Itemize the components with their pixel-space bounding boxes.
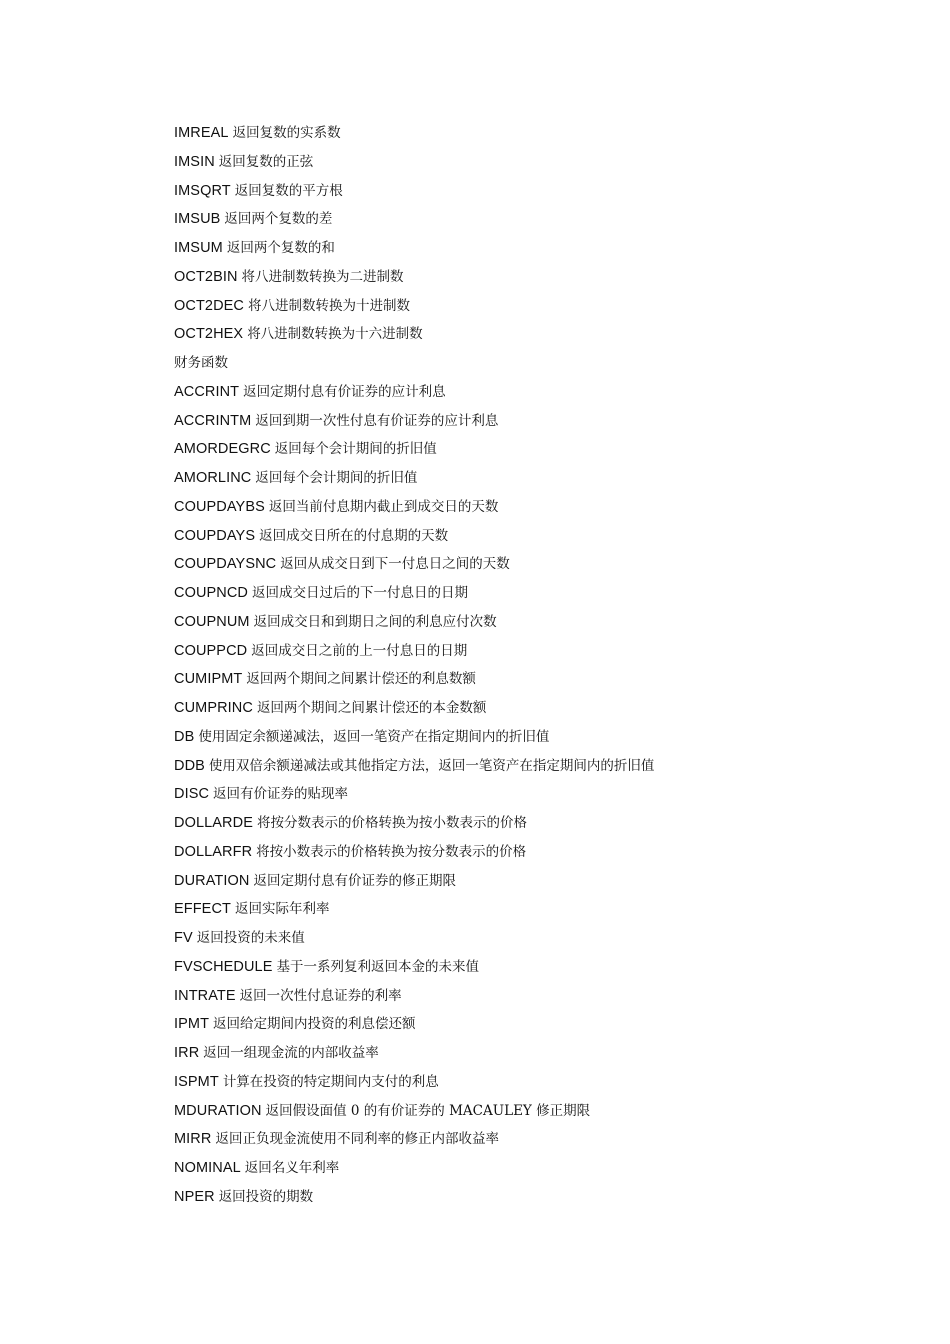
function-name: MIRR	[174, 1131, 212, 1148]
list-item	[174, 434, 654, 463]
list-item	[174, 808, 654, 837]
list-item	[174, 1096, 654, 1125]
function-name: EFFECT	[174, 901, 231, 918]
function-description: 将八进制数转换为十六进制数	[247, 326, 423, 343]
function-name: AMORLINC	[174, 470, 252, 486]
list-item	[174, 233, 654, 262]
function-description: 使用双倍余额递减法或其他指定方法，返回一笔资产在指定期间内的折旧值	[208, 757, 655, 774]
function-name: ISPMT	[174, 1073, 219, 1090]
function-name: FV	[174, 930, 193, 946]
function-description: 返回每个会计期间的折旧值	[274, 441, 437, 458]
function-name: DDB	[174, 757, 205, 774]
list-item	[174, 262, 654, 291]
function-name: DB	[174, 728, 195, 745]
list-item	[174, 866, 654, 895]
function-name: COUPPCD	[174, 642, 248, 659]
function-name: FVSCHEDULE	[174, 958, 273, 975]
list-item	[174, 377, 654, 406]
function-description: 返回两个复数的差	[224, 211, 333, 228]
list-item	[174, 894, 654, 923]
function-name: IMSUB	[174, 211, 221, 228]
function-description: 返回正负现金流使用不同利率的修正内部收益率	[215, 1131, 499, 1148]
function-description: 返回假设面值 0 的有价证券的 MACAULEY 修正期限	[265, 1102, 591, 1119]
list-item	[174, 837, 654, 866]
function-description: 返回定期付息有价证券的修正期限	[253, 872, 456, 889]
function-description: 返回一组现金流的内部收益率	[203, 1045, 379, 1061]
list-item	[174, 463, 654, 492]
function-description: 返回当前付息期内截止到成交日的天数	[268, 498, 499, 515]
function-description: 返回有价证券的贴现率	[213, 786, 349, 803]
function-name: DOLLARDE	[174, 815, 253, 831]
function-description: 使用固定余额递减法，返回一笔资产在指定期间内的折旧值	[198, 728, 550, 745]
function-name: COUPDAYS	[174, 527, 256, 544]
function-description: 基于一系列复利返回本金的未来值	[276, 958, 479, 975]
function-name: AMORDEGRC	[174, 441, 271, 458]
list-item	[174, 549, 654, 578]
function-name: IPMT	[174, 1016, 210, 1033]
function-name: COUPDAYSNC	[174, 556, 277, 573]
function-description: 返回复数的平方根	[234, 182, 343, 199]
function-description: 返回定期付息有价证券的应计利息	[243, 383, 446, 400]
list-item	[174, 952, 654, 981]
section-heading	[174, 348, 654, 377]
list-item	[174, 981, 654, 1010]
function-name: IRR	[174, 1045, 200, 1061]
list-item	[174, 1038, 654, 1067]
function-description: 将按分数表示的价格转换为按小数表示的价格	[256, 815, 527, 831]
function-name: DURATION	[174, 872, 250, 889]
function-description: 返回复数的实系数	[232, 125, 341, 141]
list-item	[174, 521, 654, 550]
function-name: OCT2HEX	[174, 326, 244, 343]
function-description: 返回两个复数的和	[226, 240, 335, 256]
function-name: INTRATE	[174, 987, 236, 1004]
function-name: COUPNCD	[174, 585, 249, 601]
list-item	[174, 291, 654, 320]
section-heading-text: 财务函数	[174, 355, 228, 371]
function-name: IMSQRT	[174, 182, 231, 199]
function-description: 返回成交日过后的下一付息日的日期	[252, 585, 469, 601]
list-item	[174, 147, 654, 176]
function-description: 将八进制数转换为二进制数	[241, 268, 404, 285]
function-description: 返回给定期间内投资的利息偿还额	[213, 1016, 416, 1033]
list-item	[174, 319, 654, 348]
list-item	[174, 578, 654, 607]
function-name: OCT2DEC	[174, 297, 244, 314]
function-description: 将八进制数转换为十进制数	[248, 297, 410, 314]
function-description: 返回两个期间之间累计偿还的利息数额	[246, 671, 476, 688]
list-item	[174, 118, 654, 147]
function-description: 返回成交日之前的上一付息日的日期	[251, 642, 468, 659]
function-name: NOMINAL	[174, 1160, 241, 1176]
function-name: DOLLARFR	[174, 843, 253, 860]
list-item	[174, 406, 654, 435]
function-name: MDURATION	[174, 1102, 262, 1119]
function-description: 返回到期一次性付息有价证券的应计利息	[255, 412, 499, 429]
function-name: CUMIPMT	[174, 671, 243, 688]
list-item	[174, 1009, 654, 1038]
function-description: 计算在投资的特定期间内支付的利息	[222, 1073, 439, 1090]
list-item	[174, 1153, 654, 1182]
list-item	[174, 607, 654, 636]
list-item	[174, 1067, 654, 1096]
function-list	[174, 118, 654, 1211]
list-item	[174, 1182, 654, 1211]
list-item	[174, 664, 654, 693]
function-description: 将按小数表示的价格转换为按分数表示的价格	[256, 843, 527, 860]
function-description: 返回一次性付息证券的利率	[239, 987, 402, 1004]
list-item	[174, 693, 654, 722]
function-description: 返回实际年利率	[235, 901, 330, 918]
function-name: COUPDAYBS	[174, 498, 265, 515]
function-name: ACCRINT	[174, 383, 240, 400]
function-description: 返回每个会计期间的折旧值	[255, 470, 418, 486]
list-item	[174, 176, 654, 205]
function-name: ACCRINTM	[174, 412, 252, 429]
function-name: OCT2BIN	[174, 268, 238, 285]
function-name: IMSUM	[174, 240, 223, 256]
list-item	[174, 492, 654, 521]
function-description: 返回成交日所在的付息期的天数	[259, 527, 449, 544]
function-name: NPER	[174, 1188, 215, 1205]
list-item	[174, 722, 654, 751]
function-description: 返回投资的期数	[218, 1188, 314, 1205]
list-item	[174, 779, 654, 808]
function-name: DISC	[174, 786, 210, 803]
function-description: 返回投资的未来值	[196, 930, 305, 946]
function-description: 返回复数的正弦	[218, 153, 314, 170]
function-name: IMSIN	[174, 153, 215, 170]
function-name: CUMPRINC	[174, 700, 253, 716]
function-description: 返回两个期间之间累计偿还的本金数额	[256, 700, 487, 716]
function-name: COUPNUM	[174, 613, 250, 630]
list-item	[174, 636, 654, 665]
list-item	[174, 204, 654, 233]
list-item	[174, 1124, 654, 1153]
list-item	[174, 751, 654, 780]
function-name: IMREAL	[174, 125, 229, 141]
function-description: 返回成交日和到期日之间的利息应付次数	[253, 613, 497, 630]
list-item	[174, 923, 654, 952]
function-description: 返回从成交日到下一付息日之间的天数	[280, 556, 510, 573]
function-description: 返回名义年利率	[244, 1160, 340, 1176]
